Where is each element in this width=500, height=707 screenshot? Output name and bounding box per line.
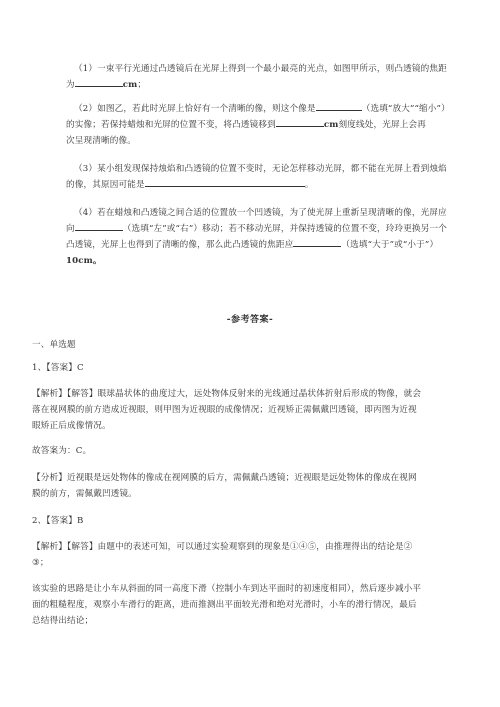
answer-2-explanation: 【解析】【解答】由题中的表述可知，可以通过实验观察到的现象是①④⑤，由推理得出的结论是② ③；: [32, 542, 413, 568]
answer-blank: [75, 221, 123, 231]
question-text: 向 （选填“左”或“右”）移动；若不移动光屏，并保持透镜的位置不变，玲玲更换另一个: [66, 221, 476, 237]
question-text: 为 cm；: [66, 77, 476, 93]
answer-blank: [276, 117, 324, 127]
answer-1-explanation: 【解析】【解答】眼球晶状体的曲度过大，远处物体反射来的光线通过晶状体折射后形成的物像，就会 落在视网膜的前方造成近视眼，则甲图为近视眼的成像情况；近视矫正需佩戴凹透镜，即丙图为近视 眼矫正后成像情况。: [32, 389, 422, 431]
question-part-4: [66, 205, 476, 269]
answer-blank: [145, 177, 305, 187]
question-text: 次呈现清晰的像。: [66, 136, 136, 146]
question-part-2: [66, 101, 476, 149]
answer-1-analysis: 【分析】近视眼是远处物体的像成在视网膜的后方，需佩戴凸透镜；近视眼是远处物体的像成在视网 膜的前方，需佩戴凹透镜。: [32, 473, 417, 499]
question-text: 的像，其原因可能是 。: [66, 177, 476, 193]
answer-2-number: 2、【答案】B: [32, 516, 84, 526]
answer-1-number: 1、【答案】C: [32, 363, 84, 373]
question-text: （1）一束平行光通过凸透镜后在光屏上得到一个最小最亮的光点，如图甲所示，则凸透镜的焦距: [74, 64, 447, 74]
question-text: 10cm。: [66, 256, 102, 266]
answer-key-title: -参考答案-: [226, 315, 274, 325]
question-part-3: [66, 161, 476, 193]
answer-1-choice: 故答案为：C。: [32, 446, 92, 456]
question-text: 的实像；若保持蜡烛和光屏的位置不变，将凸透镜移到 cm刻度线处，光屏上会再: [66, 117, 476, 133]
answer-blank: [293, 237, 341, 247]
section-heading: 一、单选题: [32, 340, 76, 350]
question-text: （3）某小组发现保持烛焰和凸透镜的位置不变时，无论怎样移动光屏，都不能在光屏上看到烛焰: [74, 164, 447, 174]
question-text: 凸透镜，光屏上也得到了清晰的像，那么此凸透镜的焦距应 （选填“大于”或“小于”）: [66, 237, 476, 253]
answer-blank: [316, 101, 362, 111]
question-text: （2）如图乙，若此时光屏上恰好有一个清晰的像，则这个像是 （选填“放大”“缩小”）: [66, 101, 476, 117]
answer-blank: [75, 77, 123, 87]
question-part-1: [66, 61, 476, 93]
answer-2-body: 该实验的思路是让小车从斜面的同一高度下滑（控制小车到达平面时的初速度相同），然后逐步减小平 面的粗糙程度，观察小车滑行的距离，进而推测出平面较光滑和绝对光滑时，小车的滑行情况，最后 总结得出结论；: [32, 584, 422, 626]
question-text: （4）若在蜡烛和凸透镜之间合适的位置放一个凹透镜，为了使光屏上重新呈现清晰的像，光屏应: [74, 208, 447, 218]
